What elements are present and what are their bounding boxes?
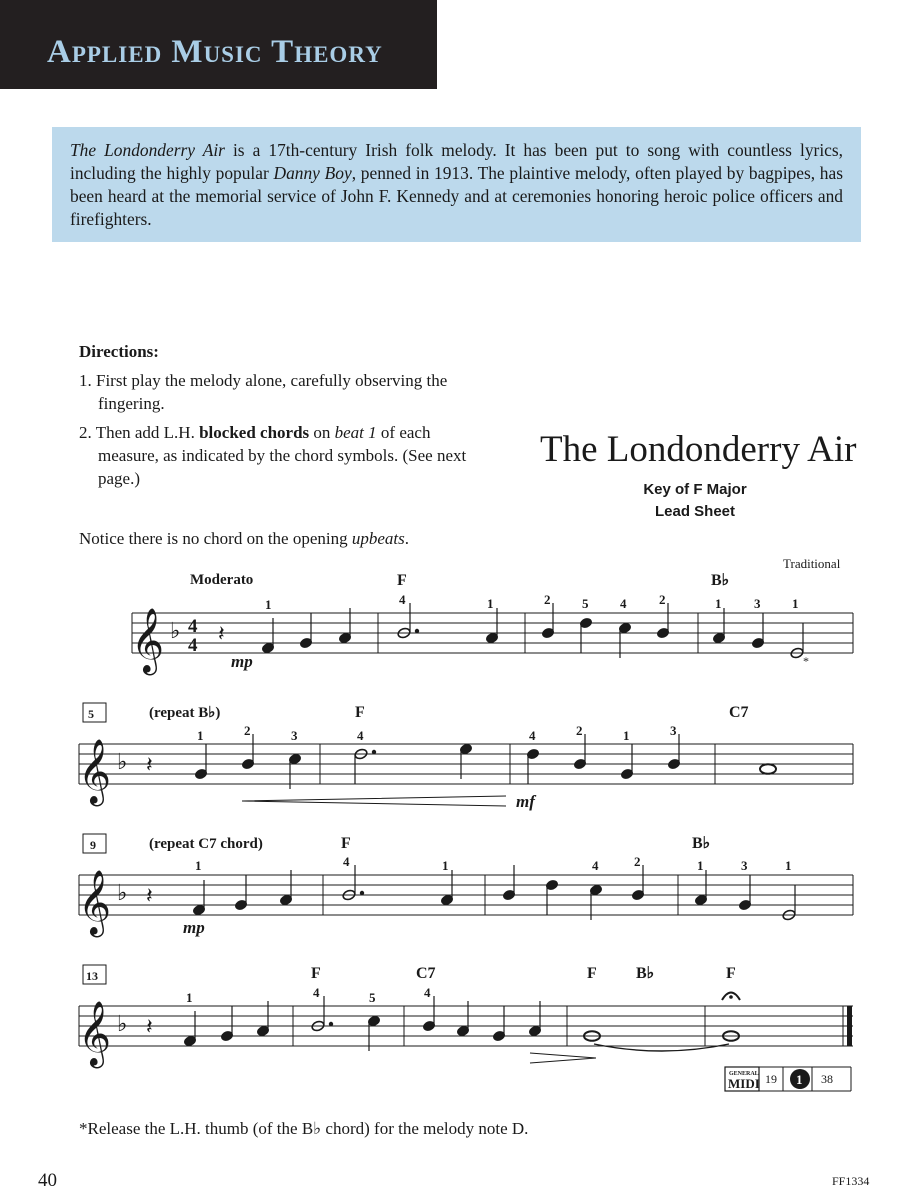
final-barline xyxy=(847,1006,852,1046)
treble-clef: 𝄞 xyxy=(131,610,165,672)
direction-item-2-italic: beat 1 xyxy=(334,423,377,442)
fingering: 3 xyxy=(754,596,761,611)
treble-clef: 𝄞 xyxy=(78,1003,112,1065)
treble-clef: 𝄞 xyxy=(78,741,112,803)
fingering: 2 xyxy=(544,592,551,607)
chord-symbol: F xyxy=(341,835,351,852)
dynamic-mp: mp xyxy=(183,918,205,937)
measure-number: 13 xyxy=(86,969,98,983)
notes-system-1 xyxy=(261,603,804,659)
key-signature-flat: ♭ xyxy=(170,618,181,643)
fingering: 2 xyxy=(634,854,641,869)
directions-title: Directions: xyxy=(79,342,159,361)
time-signature-bottom: 4 xyxy=(188,635,198,656)
tie xyxy=(594,1044,729,1051)
fingering: 1 xyxy=(265,597,272,612)
fingerings-system-4 xyxy=(186,985,431,1005)
fingering: 1 xyxy=(623,728,630,743)
measure-number: 9 xyxy=(90,838,96,852)
footnote: *Release the L.H. thumb (of the B♭ chord) for the melody note D. xyxy=(79,1119,529,1138)
fingering: 5 xyxy=(369,990,376,1005)
chord-symbol: F xyxy=(726,965,736,982)
footnote-mark: * xyxy=(803,654,809,668)
midi-logo-text: MIDI xyxy=(728,1076,760,1091)
fingering: 1 xyxy=(697,858,704,873)
chords-system-1 xyxy=(397,572,729,589)
fingering: 1 xyxy=(715,596,722,611)
fingering: 1 xyxy=(186,990,193,1005)
fingering: 3 xyxy=(291,728,298,743)
fingering: 4 xyxy=(399,592,406,607)
catalog-code: FF1334 xyxy=(832,1174,870,1188)
intro-text-1: is a 17th-century Irish folk melody. It has been put to song with countless lyrics, including the highly popular xyxy=(70,140,843,183)
cd-track-number: 38 xyxy=(821,1072,833,1086)
fingering: 1 xyxy=(792,596,799,611)
fingering: 1 xyxy=(487,596,494,611)
notes-system-2 xyxy=(194,734,776,789)
fingering: 1 xyxy=(785,858,792,873)
direction-item-2-bold: blocked chords xyxy=(199,423,310,442)
key-signature-flat: ♭ xyxy=(117,749,128,774)
fermata xyxy=(722,993,740,1001)
chord-symbol: F xyxy=(587,965,597,982)
notice-italic: upbeats xyxy=(351,529,405,548)
fingerings-system-1 xyxy=(265,592,799,612)
song-type: Lead Sheet xyxy=(654,503,736,520)
fingering: 4 xyxy=(592,858,599,873)
song-title: The Londonderry Air xyxy=(540,429,857,470)
chord-symbol: B♭ xyxy=(692,835,711,852)
fingering: 4 xyxy=(313,985,320,1000)
fingering: 3 xyxy=(741,858,748,873)
fingering: 1 xyxy=(197,728,204,743)
repeat-instruction: (repeat B♭) xyxy=(149,705,221,721)
fingering: 4 xyxy=(343,854,350,869)
quarter-rest: 𝄽 xyxy=(146,883,153,908)
dynamic-mf: mf xyxy=(516,792,535,811)
fingering: 2 xyxy=(659,592,666,607)
fingerings-system-3 xyxy=(195,854,792,873)
page-number: 40 xyxy=(38,1170,57,1191)
decrescendo-hairpin xyxy=(530,1053,596,1063)
midi-logo-text-top: GENERAL xyxy=(729,1071,759,1077)
fingerings-system-2 xyxy=(197,723,677,743)
quarter-rest: 𝄽 xyxy=(218,621,225,646)
section-title: Applied Music Theory xyxy=(47,34,383,70)
treble-clef: 𝄞 xyxy=(78,872,112,934)
audio-track-badge xyxy=(725,1067,851,1091)
fingering: 4 xyxy=(357,728,364,743)
quarter-rest: 𝄽 xyxy=(146,1014,153,1039)
chord-symbol: B♭ xyxy=(636,965,655,982)
fingering: 1 xyxy=(442,858,449,873)
chords-system-4 xyxy=(311,965,736,982)
measure-number: 5 xyxy=(88,707,94,721)
chord-symbol: F xyxy=(311,965,321,982)
system-1 xyxy=(132,613,853,653)
chord-symbol: C7 xyxy=(416,965,436,982)
quarter-rest: 𝄽 xyxy=(146,752,153,777)
dynamic-mp: mp xyxy=(231,652,253,671)
song-key: Key of F Major xyxy=(643,481,747,498)
notice-text-b: . xyxy=(404,529,410,548)
crescendo-hairpin xyxy=(242,796,506,806)
notes-system-3 xyxy=(192,865,796,921)
key-signature-flat: ♭ xyxy=(117,1011,128,1036)
direction-item-1: 1. First play the melody alone, carefully observing the fingering. xyxy=(79,371,448,413)
tempo-marking: Moderato xyxy=(190,572,254,588)
fingering: 5 xyxy=(582,596,589,611)
key-signature-flat: ♭ xyxy=(117,880,128,905)
intro-lyric-name: Danny Boy xyxy=(273,163,352,183)
notes-system-4 xyxy=(183,996,739,1051)
fingering: 4 xyxy=(529,728,536,743)
direction-item-2-text-b: on xyxy=(309,423,335,442)
notice-text-a: Notice there is no chord on the opening xyxy=(79,529,352,548)
cd-disk-number: 1 xyxy=(796,1072,803,1087)
midi-track-number: 19 xyxy=(765,1072,777,1086)
time-signature-top: 4 xyxy=(188,616,198,637)
composer: Traditional xyxy=(783,556,841,571)
chords-system-3 xyxy=(341,835,710,852)
intro-song-name: The Londonderry Air xyxy=(70,140,225,160)
fingering: 2 xyxy=(576,723,583,738)
chords-system-2 xyxy=(355,704,749,721)
repeat-instruction: (repeat C7 chord) xyxy=(149,836,263,852)
intro-text-2: , penned in 1913. The plaintive melody, often played by bagpipes, has been heard at the memorial service of John F. Kennedy and at ceremonies honoring heroic police officers and firefighters. xyxy=(70,163,843,229)
chord-symbol: B♭ xyxy=(711,572,730,589)
fingering: 1 xyxy=(195,858,202,873)
fingering: 2 xyxy=(244,723,251,738)
direction-item-2-text: 2. Then add L.H. xyxy=(79,423,200,442)
fingering: 4 xyxy=(424,985,431,1000)
chord-symbol: F xyxy=(355,704,365,721)
fingering: 3 xyxy=(670,723,677,738)
chord-symbol: F xyxy=(397,572,407,589)
fingering: 4 xyxy=(620,596,627,611)
direction-item-2-text-c: of each measure, as indicated by the chord symbols. (See next page.) xyxy=(98,423,467,488)
chord-symbol: C7 xyxy=(729,704,749,721)
